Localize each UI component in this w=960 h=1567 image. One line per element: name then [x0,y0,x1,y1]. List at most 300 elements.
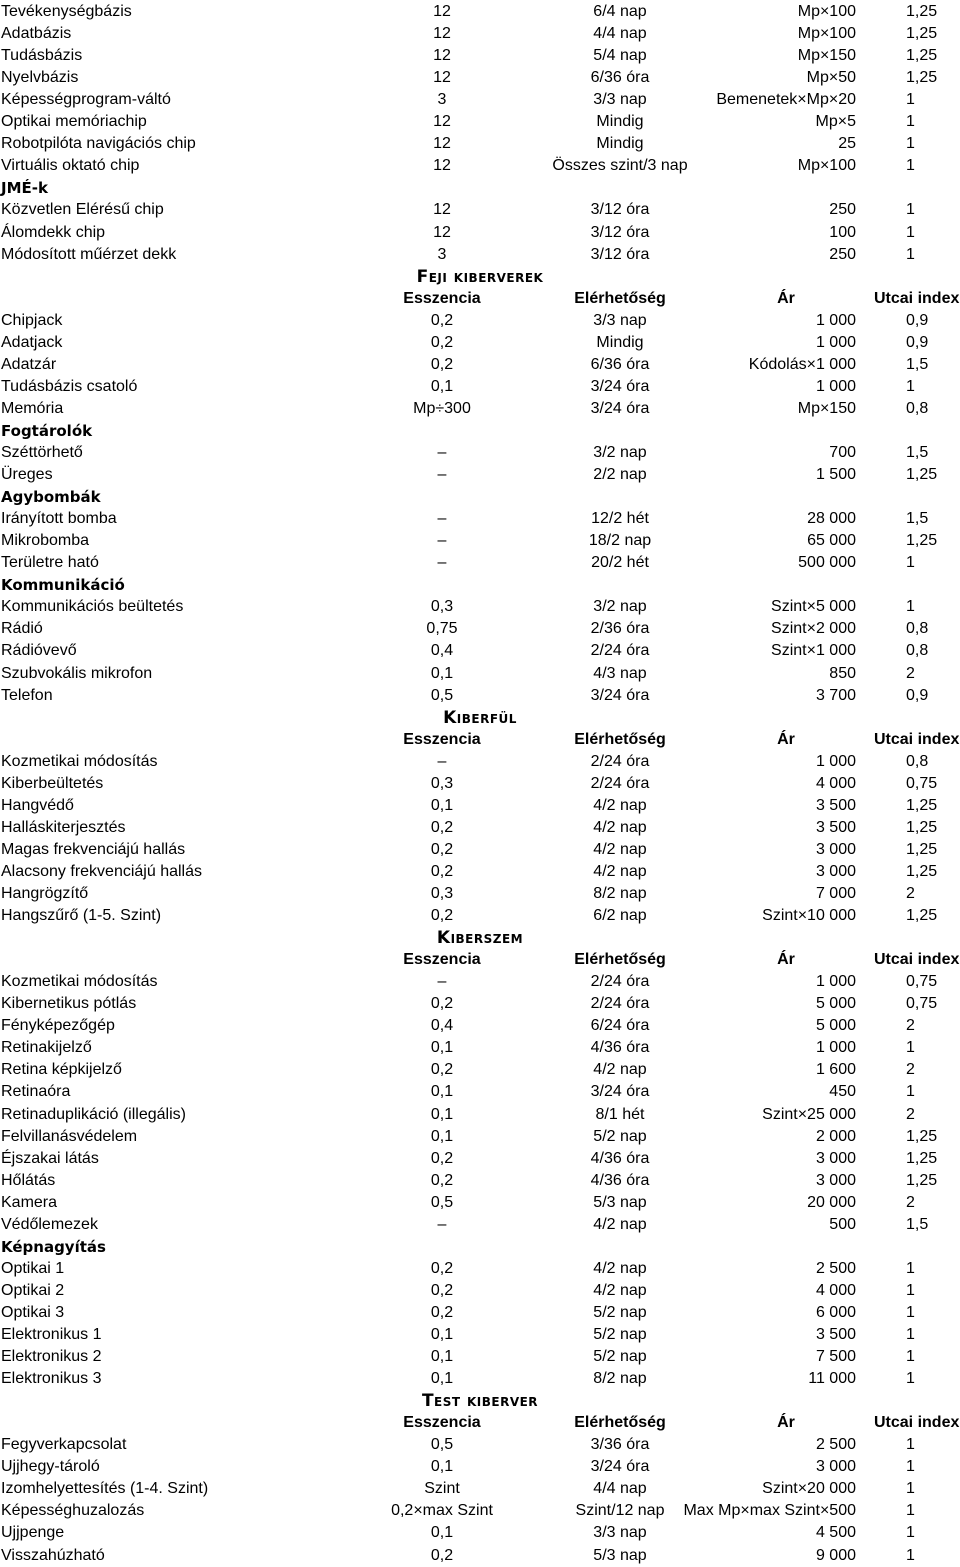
street-index-value: 1 [906,1303,915,1321]
availability-value: Mindig [596,135,644,153]
availability-value: 2/2 nap [593,466,647,484]
subsection-heading: Fogtárolók [1,421,93,440]
item-name: Ujjpenge [1,1524,65,1542]
table-row [0,23,960,45]
street-index-value: 0,9 [906,686,929,704]
availability-value: 4/2 nap [593,840,647,858]
street-index-value: 1 [906,554,915,572]
street-index-value: 1,5 [906,1215,929,1233]
street-index-value: 1 [906,1502,915,1520]
table-row [0,155,960,177]
essence-value: 0,1 [430,1039,454,1057]
availability-value: 4/3 nap [593,664,647,682]
availability-value: 4/2 nap [593,862,647,880]
essence-value: 0,5 [430,686,454,704]
price-value: 2 000 [815,1127,856,1145]
table-row [0,552,960,574]
price-value: 100 [829,223,856,241]
availability-value: 3/24 óra [590,399,650,417]
table-row [0,1,960,23]
street-index-value: 1 [906,1039,915,1057]
price-value: 1 000 [815,1039,856,1057]
item-name: Tudásbázis csatoló [1,377,138,395]
availability-value: 6/24 óra [590,1017,650,1035]
item-name: Hőlátás [1,1171,56,1189]
street-index-value: 1,5 [906,510,929,528]
essence-value: 0,1 [430,1370,454,1388]
essence-value: 0,2 [430,1061,454,1079]
street-index-value: 0,75 [906,995,938,1013]
street-index-value: 0,9 [906,333,929,351]
price-value: 1 000 [815,311,856,329]
street-index-value: 0,8 [906,642,929,660]
availability-value: 6/36 óra [590,355,650,373]
header-price: Ár [777,1414,795,1432]
item-name: Retinakijelző [1,1039,92,1057]
availability-value: 4/4 nap [593,1480,647,1498]
item-name: Virtuális oktató chip [1,157,140,175]
availability-value: 4/36 óra [590,1149,650,1167]
price-value: 500 [829,1215,856,1233]
price-value: Szint×1 000 [771,642,856,660]
column-header-row [0,949,960,971]
section-title: Feji kiberverek [416,266,544,287]
availability-value: 3/2 nap [593,598,647,616]
essence-value: 0,1 [430,1348,454,1366]
street-index-value: 1 [906,113,915,131]
price-value: Szint×10 000 [762,907,856,925]
column-header-row [0,1412,960,1434]
price-value: Kódolás×1 000 [748,355,856,373]
availability-value: 2/24 óra [590,642,650,660]
street-index-value: 2 [906,664,915,682]
table-row [0,222,960,244]
essence-value: 0,3 [430,885,454,902]
essence-value: 0,1 [430,377,454,395]
price-value: 20 000 [807,1193,856,1211]
availability-value: 4/2 nap [593,1061,647,1079]
price-value: 4 000 [815,1281,856,1299]
price-value: 450 [829,1083,856,1101]
item-name: Magas frekvenciájú hallás [1,840,186,858]
item-name: Szubvokális mikrofon [1,664,153,682]
price-value: Bemenetek×Mp×20 [716,91,856,109]
price-value: 9 000 [815,1546,856,1564]
item-name: Fegyverkapcsolat [1,1436,127,1454]
availability-value: Szint/12 nap [575,1502,665,1520]
availability-value: 5/2 nap [593,1127,647,1145]
price-value: 1 000 [815,752,856,770]
price-value: 3 000 [815,1171,856,1189]
essence-value: 0,4 [430,642,454,660]
price-value: 1 600 [815,1061,856,1079]
essence-value: 0,4 [430,1017,454,1035]
street-index-value: 1,25 [906,862,938,880]
table-row [0,332,960,354]
table-row [0,773,960,795]
price-value: 4 000 [815,774,856,792]
subsection-heading: JMÉ-k [1,179,48,198]
essence-value: – [437,444,447,461]
essence-value: 12 [433,135,451,153]
table-row [0,1434,960,1456]
item-name: Halláskiterjesztés [1,818,126,836]
essence-value: 3 [437,245,447,263]
availability-value: 3/3 nap [593,91,647,109]
street-index-value: 1 [906,1326,915,1343]
header-price: Ár [777,730,795,748]
essence-value: 0,1 [430,796,454,814]
price-value: 3 700 [815,686,856,704]
price-value: 3 000 [815,840,856,858]
table-row [0,1545,960,1567]
availability-value: 3/2 nap [593,444,647,461]
table-row [0,530,960,552]
availability-value: 2/24 óra [590,774,650,792]
essence-value: 0,75 [426,620,458,638]
header-price: Ár [777,951,795,969]
street-index-value: 2 [906,1105,915,1123]
essence-value: – [437,532,447,550]
essence-value: 12 [433,113,451,131]
table-row [0,398,960,420]
item-name: Hangvédő [1,796,74,814]
table-row [0,861,960,883]
table-row [0,464,960,486]
header-essence: Esszencia [403,730,481,748]
essence-value: 0,2 [430,1281,454,1299]
column-header-row [0,288,960,310]
essence-value: 0,3 [430,598,454,616]
essence-value: 12 [433,3,451,20]
header-street-index: Utcai index [874,730,960,748]
item-name: Retinaduplikáció (illegális) [1,1105,186,1123]
essence-value: – [437,752,447,770]
availability-value: 3/24 óra [590,686,650,704]
essence-value: 0,1 [430,1083,454,1101]
essence-value: – [437,510,447,528]
item-name: Elektronikus 3 [1,1370,102,1388]
street-index-value: 1 [906,1546,915,1564]
availability-value: Mindig [596,333,644,351]
availability-value: 4/36 óra [590,1039,650,1057]
street-index-value: 1,25 [906,907,938,925]
header-street-index: Utcai index [874,951,960,969]
essence-value: 12 [433,69,451,87]
price-value: Szint×2 000 [771,620,856,638]
street-index-value: 1 [906,135,915,153]
item-name: Retinaóra [1,1083,71,1101]
street-index-value: 2 [906,1061,915,1079]
availability-value: 18/2 nap [588,532,652,550]
essence-value: 0,2 [430,1303,454,1321]
table-row [0,45,960,67]
price-value: 3 000 [815,862,856,880]
availability-value: 2/24 óra [590,995,650,1013]
street-index-value: 1,25 [906,818,938,836]
price-value: 4 500 [815,1524,856,1542]
street-index-value: 0,75 [906,774,938,792]
availability-value: 3/12 óra [590,245,650,263]
street-index-value: 2 [906,1017,915,1035]
item-name: Felvillanásvédelem [1,1127,138,1145]
table-row [0,1059,960,1081]
street-index-value: 1,25 [906,3,938,20]
table-row [0,376,960,398]
price-value: 28 000 [807,510,856,528]
item-name: Rádió [1,620,43,638]
essence-value: 0,2 [430,311,454,329]
street-index-value: 1 [906,1480,915,1498]
header-availability: Elérhetőség [574,951,666,969]
availability-value: 2/24 óra [590,752,650,770]
item-name: Hangrögzítő [1,885,89,902]
essence-value: 0,1 [430,1524,454,1542]
essence-value: 0,2 [430,1259,454,1277]
item-name: Kozmetikai módosítás [1,973,158,991]
street-index-value: 1 [906,91,915,109]
table-row [0,685,960,707]
item-name: Kozmetikai módosítás [1,752,158,770]
item-name: Éjszakai látás [1,1149,99,1167]
essence-value: 0,2 [430,862,454,880]
price-value: Mp×50 [806,69,856,87]
table-row [0,89,960,111]
price-value: 7 000 [815,885,856,902]
availability-value: 3/24 óra [590,1458,650,1476]
availability-value: 4/4 nap [593,25,647,43]
item-name: Széttörhető [1,444,83,461]
street-index-value: 0,8 [906,399,929,417]
item-name: Képességprogram-váltó [1,91,171,109]
availability-value: Mindig [596,113,644,131]
availability-value: 12/2 hét [591,510,649,528]
table-row [0,442,960,464]
price-value: Mp×100 [797,3,856,20]
price-value: Max Mp×max Szint×500 [683,1502,856,1520]
availability-value: 5/4 nap [593,47,647,65]
price-value: 1 500 [815,466,856,484]
price-value: 500 000 [798,554,856,572]
item-name: Robotpilóta navigációs chip [1,135,196,153]
table-row [0,1478,960,1500]
street-index-value: 1 [906,157,915,175]
price-value: 3 500 [815,818,856,836]
essence-value: 0,2 [430,840,454,858]
item-name: Optikai 1 [1,1259,65,1277]
street-index-value: 1,25 [906,69,938,87]
street-index-value: 0,8 [906,620,929,638]
street-index-value: 1,25 [906,1149,938,1167]
essence-value: 12 [433,25,451,43]
table-row [0,133,960,155]
item-name: Kommunikációs beültetés [1,598,184,616]
price-value: 3 000 [815,1458,856,1476]
item-name: Közvetlen Elérésű chip [1,201,164,219]
street-index-value: 1 [906,1259,915,1277]
table-row [0,596,960,618]
item-name: Nyelvbázis [1,69,79,87]
header-availability: Elérhetőség [574,1414,666,1432]
table-row [0,1170,960,1192]
street-index-value: 1,5 [906,444,929,461]
street-index-value: 0,8 [906,752,929,770]
item-name: Retina képkijelző [1,1061,122,1079]
table-row [0,67,960,89]
availability-value: 5/2 nap [593,1303,647,1321]
availability-value: 8/1 hét [595,1105,645,1123]
price-value: Mp×150 [797,399,856,417]
price-value: Szint×25 000 [762,1105,856,1123]
essence-value: 0,2 [430,1546,454,1564]
essence-value: 12 [433,157,451,175]
street-index-value: 1 [906,1436,915,1454]
street-index-value: 1,5 [906,355,929,373]
availability-value: 3/12 óra [590,201,650,219]
table-row [0,640,960,662]
essence-value: – [437,554,447,572]
table-row [0,1037,960,1059]
item-name: Irányított bomba [1,510,117,528]
price-value: Szint×5 000 [771,598,856,616]
table-row [0,1456,960,1478]
price-value: Mp×5 [815,113,856,131]
item-name: Hangszűrő (1-5. Szint) [1,907,162,925]
street-index-value: 1,25 [906,840,938,858]
header-essence: Esszencia [403,951,481,969]
street-index-value: 0,9 [906,311,929,329]
availability-value: 3/3 nap [593,311,647,329]
table-row [0,795,960,817]
availability-value: 2/24 óra [590,973,650,991]
column-header-row [0,729,960,751]
header-street-index: Utcai index [874,289,960,307]
item-name: Kamera [1,1193,58,1211]
essence-value: 0,1 [430,1127,454,1145]
item-name: Üreges [1,466,53,484]
table-row [0,310,960,332]
item-name: Álomdekk chip [1,223,106,241]
table-row [0,244,960,266]
availability-value: 4/2 nap [593,1215,647,1233]
essence-value: 0,2 [430,355,454,373]
street-index-value: 2 [906,1193,915,1211]
table-row [0,1192,960,1214]
street-index-value: 1,25 [906,466,938,484]
table-row [0,817,960,839]
essence-value: 12 [433,223,451,241]
table-row [0,1126,960,1148]
section-title: Kiberszem [436,928,524,949]
table-row [0,751,960,773]
item-name: Ujjhegy-tároló [1,1458,100,1476]
availability-value: 4/2 nap [593,796,647,814]
essence-value: – [437,466,447,484]
table-row [0,354,960,376]
price-value: 3 500 [815,796,856,814]
price-value: 2 500 [815,1436,856,1454]
table-row [0,1081,960,1103]
item-name: Telefon [1,686,53,704]
item-name: Optikai 3 [1,1303,65,1321]
table-row [0,905,960,927]
availability-value: 4/2 nap [593,1259,647,1277]
essence-value: 0,1 [430,664,454,682]
section-title: Kiberfül [443,707,517,728]
availability-value: 5/3 nap [593,1193,647,1211]
subsection-heading: Képnagyítás [1,1237,106,1256]
essence-value: 0,2×max Szint [391,1502,493,1520]
availability-value: 4/36 óra [590,1171,650,1189]
street-index-value: 1 [906,1458,915,1476]
availability-value: 6/2 nap [593,907,647,925]
availability-value: 5/2 nap [593,1348,647,1366]
header-price: Ár [777,289,795,307]
street-index-value: 1 [906,1370,915,1388]
price-value: 1 000 [815,377,856,395]
section-title: Test kiberver [421,1391,539,1412]
essence-value: 0,1 [430,1105,454,1123]
item-name: Képességhuzalozás [1,1502,145,1520]
header-essence: Esszencia [403,289,481,307]
street-index-value: 2 [906,885,915,902]
availability-value: 5/2 nap [593,1326,647,1343]
price-value: 1 000 [815,973,856,991]
essence-value: 0,2 [430,818,454,836]
street-index-value: 1,25 [906,47,938,65]
essence-value: – [437,1215,447,1233]
street-index-value: 1 [906,1524,915,1542]
table-row [0,1500,960,1522]
table-row [0,618,960,640]
price-value: 850 [829,664,856,682]
availability-value: 20/2 hét [591,554,649,572]
price-value: Mp×100 [797,25,856,43]
price-value: 3 500 [815,1326,856,1343]
essence-value: 0,5 [430,1193,454,1211]
item-name: Adatzár [1,355,57,373]
availability-value: 8/2 nap [593,1370,647,1388]
item-name: Tudásbázis [1,47,83,65]
availability-value: 6/36 óra [590,69,650,87]
essence-value: Mp÷300 [413,399,471,417]
table-row [0,971,960,993]
availability-value: 2/36 óra [590,620,650,638]
item-name: Optikai 2 [1,1281,65,1299]
table-row [0,1214,960,1236]
availability-value: 3/24 óra [590,377,650,395]
price-value: 7 500 [815,1348,856,1366]
street-index-value: 1,25 [906,1127,938,1145]
street-index-value: 1 [906,598,915,616]
item-name: Rádióvevő [1,642,77,660]
price-value: 2 500 [815,1259,856,1277]
header-street-index: Utcai index [874,1414,960,1432]
table-row [0,663,960,685]
essence-value: 0,2 [430,995,454,1013]
table-row [0,1368,960,1390]
essence-value: 12 [433,201,451,219]
item-name: Adatjack [1,333,63,351]
table-row [0,1302,960,1324]
availability-value: 3/12 óra [590,223,650,241]
item-name: Elektronikus 1 [1,1326,102,1343]
essence-value: 0,3 [430,774,454,792]
item-name: Fényképezőgép [1,1017,115,1035]
table-row [0,111,960,133]
table-row [0,1258,960,1280]
street-index-value: 1 [906,377,915,395]
